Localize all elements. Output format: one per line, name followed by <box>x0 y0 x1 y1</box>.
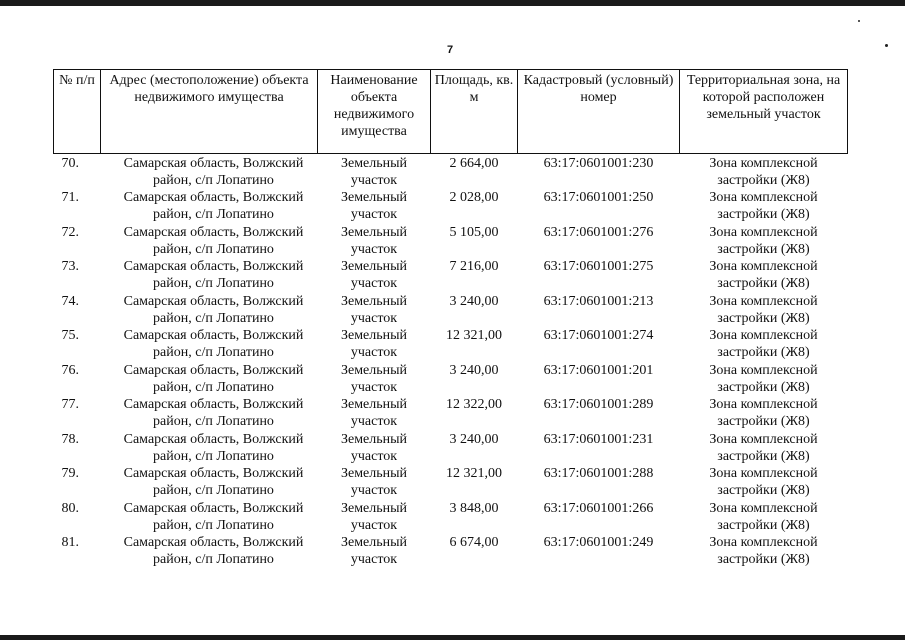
row-area: 12 322,00 <box>446 397 502 412</box>
row-cadastral-number: 63:17:0601001:274 <box>543 328 654 343</box>
scan-bottom-border <box>0 635 905 640</box>
row-address: Самарская область, Волжский район, с/п Лопатино <box>123 156 304 188</box>
row-area: 2 664,00 <box>449 156 499 171</box>
row-address: Самарская область, Волжский район, с/п Лопатино <box>123 466 304 498</box>
row-zone: Зона комплексной застройки (Ж8) <box>709 535 818 567</box>
row-zone: Зона комплексной застройки (Ж8) <box>709 259 818 291</box>
table-row <box>54 293 848 328</box>
row-area: 7 216,00 <box>449 259 499 274</box>
row-number: 73. <box>61 259 79 274</box>
table-row <box>54 327 848 362</box>
row-area: 12 321,00 <box>446 328 502 343</box>
row-address: Самарская область, Волжский район, с/п Лопатино <box>123 500 304 533</box>
row-number: 80. <box>61 500 79 516</box>
row-area: 3 240,00 <box>449 293 499 309</box>
row-object-name: Земельный участок <box>340 156 408 188</box>
row-number: 78. <box>61 431 79 447</box>
scan-speck <box>858 20 860 22</box>
row-number: 74. <box>61 293 79 309</box>
row-zone: Зона комплексной застройки (Ж8) <box>709 293 818 326</box>
header-zone: Территориальная зона, на которой расположен земельный участок <box>680 70 848 154</box>
row-number: 77. <box>61 397 79 412</box>
row-cadastral-number: 63:17:0601001:230 <box>543 156 654 171</box>
row-zone: Зона комплексной застройки (Ж8) <box>709 362 818 395</box>
row-address: Самарская область, Волжский район, с/п Лопатино <box>123 362 304 395</box>
table-row <box>54 189 848 224</box>
row-object-name: Земельный участок <box>340 535 408 567</box>
row-number: 79. <box>61 466 79 481</box>
row-zone: Зона комплексной застройки (Ж8) <box>709 431 818 464</box>
row-cadastral-number: 63:17:0601001:288 <box>543 466 654 481</box>
row-area: 5 105,00 <box>449 224 499 240</box>
row-object-name: Земельный участок <box>340 500 408 533</box>
header-cadastral-number: Кадастровый (условный) номер <box>518 70 680 154</box>
row-area: 3 240,00 <box>449 431 499 447</box>
table-row <box>54 362 848 397</box>
table-row <box>54 431 848 466</box>
row-cadastral-number: 63:17:0601001:213 <box>543 293 654 309</box>
row-object-name: Земельный участок <box>340 190 408 222</box>
row-cadastral-number: 63:17:0601001:249 <box>543 535 654 550</box>
row-object-name: Земельный участок <box>340 362 408 395</box>
row-address: Самарская область, Волжский район, с/п Лопатино <box>123 397 304 429</box>
row-address: Самарская область, Волжский район, с/п Лопатино <box>123 293 304 326</box>
table-row <box>54 465 848 500</box>
row-address: Самарская область, Волжский район, с/п Лопатино <box>123 431 304 464</box>
table-row <box>54 396 848 431</box>
table-row <box>54 224 848 259</box>
row-zone: Зона комплексной застройки (Ж8) <box>709 466 818 498</box>
table-row <box>54 500 848 535</box>
header-address: Адрес (местоположение) объекта недвижимого имущества <box>101 70 318 154</box>
row-object-name: Земельный участок <box>340 293 408 326</box>
table-header-row <box>54 70 848 154</box>
row-cadastral-number: 63:17:0601001:250 <box>543 190 654 205</box>
table-row <box>54 154 848 190</box>
row-address: Самарская область, Волжский район, с/п Лопатино <box>123 190 304 222</box>
header-number: № п/п <box>54 70 101 154</box>
row-address: Самарская область, Волжский район, с/п Лопатино <box>123 535 304 567</box>
row-number: 71. <box>61 190 79 205</box>
scan-speck <box>885 44 888 47</box>
row-area: 6 674,00 <box>449 535 499 550</box>
row-cadastral-number: 63:17:0601001:231 <box>543 431 654 447</box>
row-area: 3 240,00 <box>449 362 499 378</box>
row-address: Самарская область, Волжский район, с/п Лопатино <box>123 328 304 360</box>
row-cadastral-number: 63:17:0601001:276 <box>543 224 654 240</box>
row-cadastral-number: 63:17:0601001:275 <box>543 259 654 274</box>
property-table <box>53 69 848 569</box>
row-object-name: Земельный участок <box>340 466 408 498</box>
scan-top-border <box>0 0 905 6</box>
table-row <box>54 258 848 293</box>
header-area: Площадь, кв. м <box>431 70 518 154</box>
row-cadastral-number: 63:17:0601001:201 <box>543 362 654 378</box>
row-area: 3 848,00 <box>449 500 499 516</box>
table-row <box>54 534 848 569</box>
row-cadastral-number: 63:17:0601001:289 <box>543 397 654 412</box>
row-cadastral-number: 63:17:0601001:266 <box>543 500 654 516</box>
row-zone: Зона комплексной застройки (Ж8) <box>709 397 818 429</box>
row-zone: Зона комплексной застройки (Ж8) <box>709 224 818 257</box>
row-object-name: Земельный участок <box>340 397 408 429</box>
row-zone: Зона комплексной застройки (Ж8) <box>709 500 818 533</box>
row-area: 2 028,00 <box>449 190 499 205</box>
row-number: 81. <box>61 535 79 550</box>
row-number: 70. <box>61 156 79 171</box>
row-number: 75. <box>61 328 79 343</box>
row-address: Самарская область, Волжский район, с/п Лопатино <box>123 224 304 257</box>
row-object-name: Земельный участок <box>340 224 408 257</box>
row-object-name: Земельный участок <box>340 328 408 360</box>
row-object-name: Земельный участок <box>340 431 408 464</box>
header-object-name: Наименование объекта недвижимого имущества <box>318 70 431 154</box>
page-number: 7 <box>446 44 454 56</box>
row-number: 76. <box>61 362 79 378</box>
row-zone: Зона комплексной застройки (Ж8) <box>709 328 818 360</box>
row-zone: Зона комплексной застройки (Ж8) <box>709 156 818 188</box>
row-number: 72. <box>61 224 79 240</box>
row-address: Самарская область, Волжский район, с/п Лопатино <box>123 259 304 291</box>
row-object-name: Земельный участок <box>340 259 408 291</box>
row-zone: Зона комплексной застройки (Ж8) <box>709 190 818 222</box>
row-area: 12 321,00 <box>446 466 502 481</box>
